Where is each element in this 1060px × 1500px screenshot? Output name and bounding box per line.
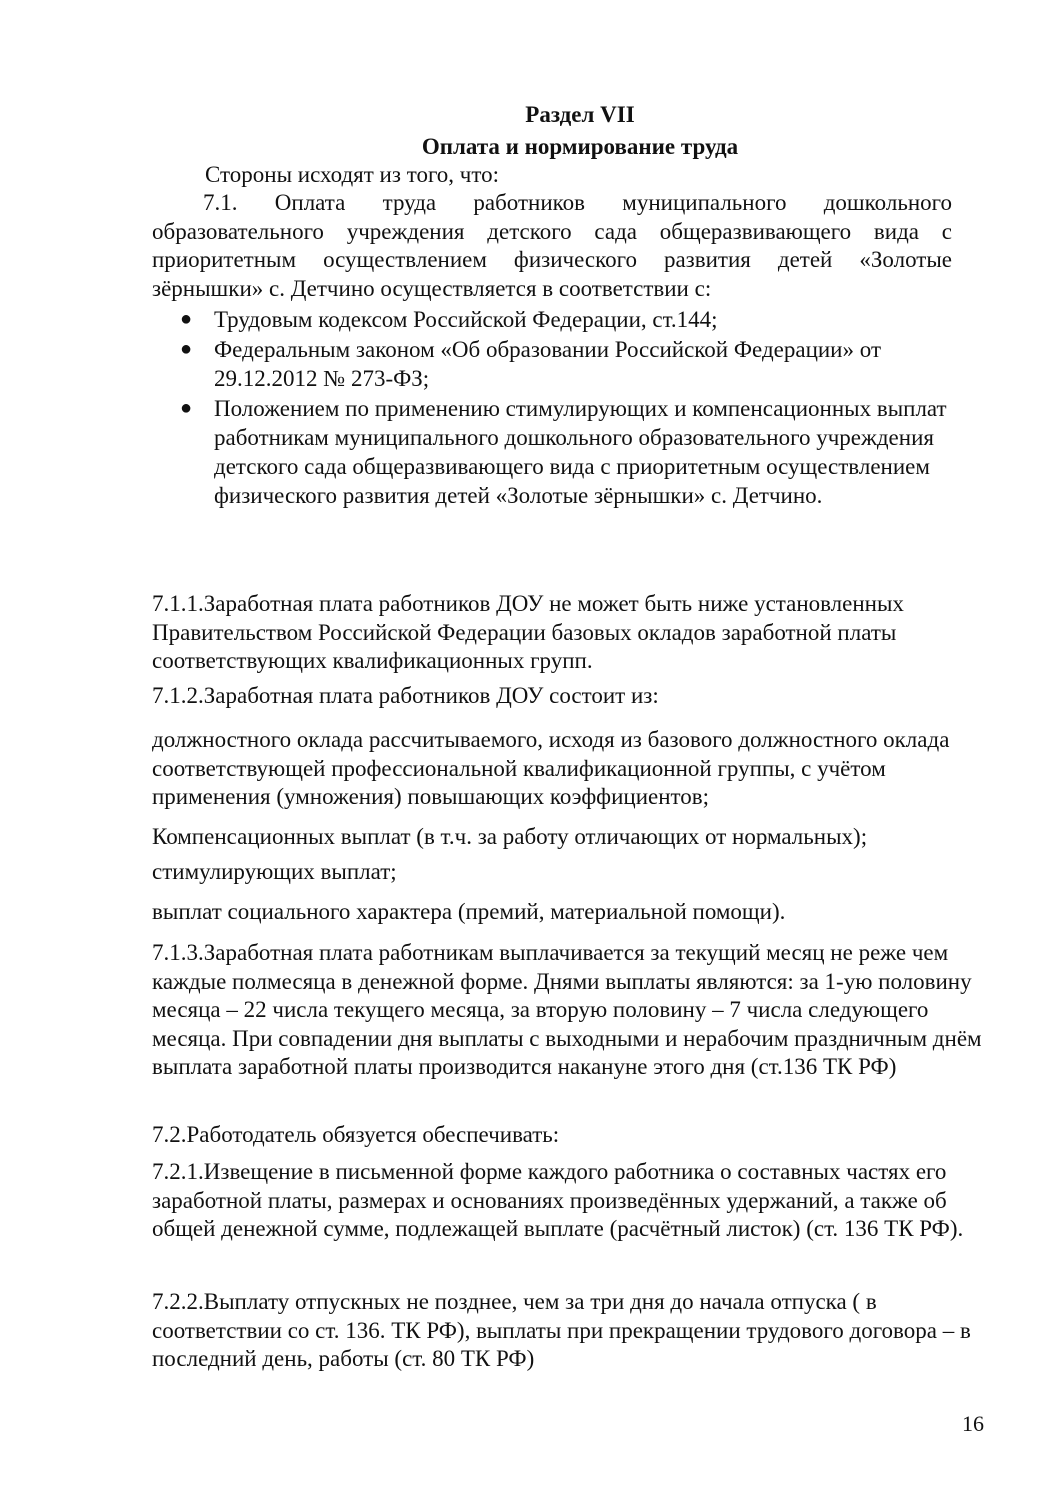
bullet-list <box>180 305 970 511</box>
bullet-icon: ● <box>180 397 193 419</box>
paragraph-7-2: 7.2.Работодатель обязуется обеспечивать: <box>152 1122 560 1147</box>
bullet-icon: ● <box>180 308 193 330</box>
section-subheading: Оплата и нормирование труда <box>421 134 739 159</box>
list-item-text: Федеральным законом «Об образовании Российской Федерации» от 29.12.2012 № 273-ФЗ; <box>214 337 881 391</box>
paragraph-7-1-3: 7.1.3.Заработная плата работникам выплачивается за текущий месяц не реже чем каждые полмесяца в денежной форме. Днями выплаты являются: за 1-ую половину месяца – 22 числа текущего месяца, за вторую половину – 7 числа следующего месяца. При совпадении дня выплаты с выходными и нерабочим праздничным днём выплата заработной платы производится накануне этого дня (ст.136 ТК РФ) <box>152 940 982 1079</box>
salary-component-social: выплат социального характера (премий, материальной помощи). <box>152 899 786 924</box>
list-item-text: Положением по применению стимулирующих и компенсационных выплат работникам муниципального дошкольного образовательного учреждения детского сада общеразвивающего вида с приоритетным осуществлением физического развития детей «Золотые зёрнышки» с. Детчино. <box>214 396 947 508</box>
paragraph-7-1-2: 7.1.2.Заработная плата работников ДОУ состоит из: <box>152 683 659 708</box>
list-item <box>180 394 970 510</box>
salary-component-base: должностного оклада рассчитываемого, исходя из базового должностного оклада соответствующей профессиональной квалификационной группы, с учётом применения (умножения) повышающих коэффициентов; <box>152 727 950 809</box>
paragraph-7-2-2: 7.2.2.Выплату отпускных не позднее, чем за три дня до начала отпуска ( в соответствии со ст. 136. ТК РФ), выплаты при прекращении трудового договора – в последний день, работы (ст. 80 ТК РФ) <box>152 1289 971 1371</box>
salary-component-stimulating: стимулирующих выплат; <box>152 859 397 884</box>
bullet-icon: ● <box>180 338 193 360</box>
list-item <box>180 335 970 393</box>
section-heading: Раздел VII <box>525 102 635 127</box>
paragraph-7-2-1: 7.2.1.Извещение в письменной форме каждого работника о составных частях его заработной платы, размерах и основаниях произведённых удержаний, а также об общей денежной сумме, подлежащей выплате (расчётный листок) (ст. 136 ТК РФ). <box>152 1159 964 1241</box>
salary-component-compensation: Компенсационных выплат (в т.ч. за работу отличающих от нормальных); <box>152 824 868 849</box>
paragraph-7-1: 7.1. Оплата труда работников муниципального дошкольного образовательного учреждения детского сада общеразвивающего вида с приоритетным осуществлением физического развития детей «Золотые зёрнышки» с. Детчино осуществляется в соответствии с: <box>152 190 952 301</box>
intro-paragraph: Стороны исходят из того, что: <box>205 162 500 187</box>
list-item-text: Трудовым кодексом Российской Федерации, ст.144; <box>214 307 718 332</box>
page-number: 16 <box>962 1411 984 1436</box>
paragraph-7-1-1: 7.1.1.Заработная плата работников ДОУ не может быть ниже установленных Правительством Российской Федерации базовых окладов заработной платы соответствующих квалификационных групп. <box>152 591 904 673</box>
list-item <box>180 305 970 334</box>
